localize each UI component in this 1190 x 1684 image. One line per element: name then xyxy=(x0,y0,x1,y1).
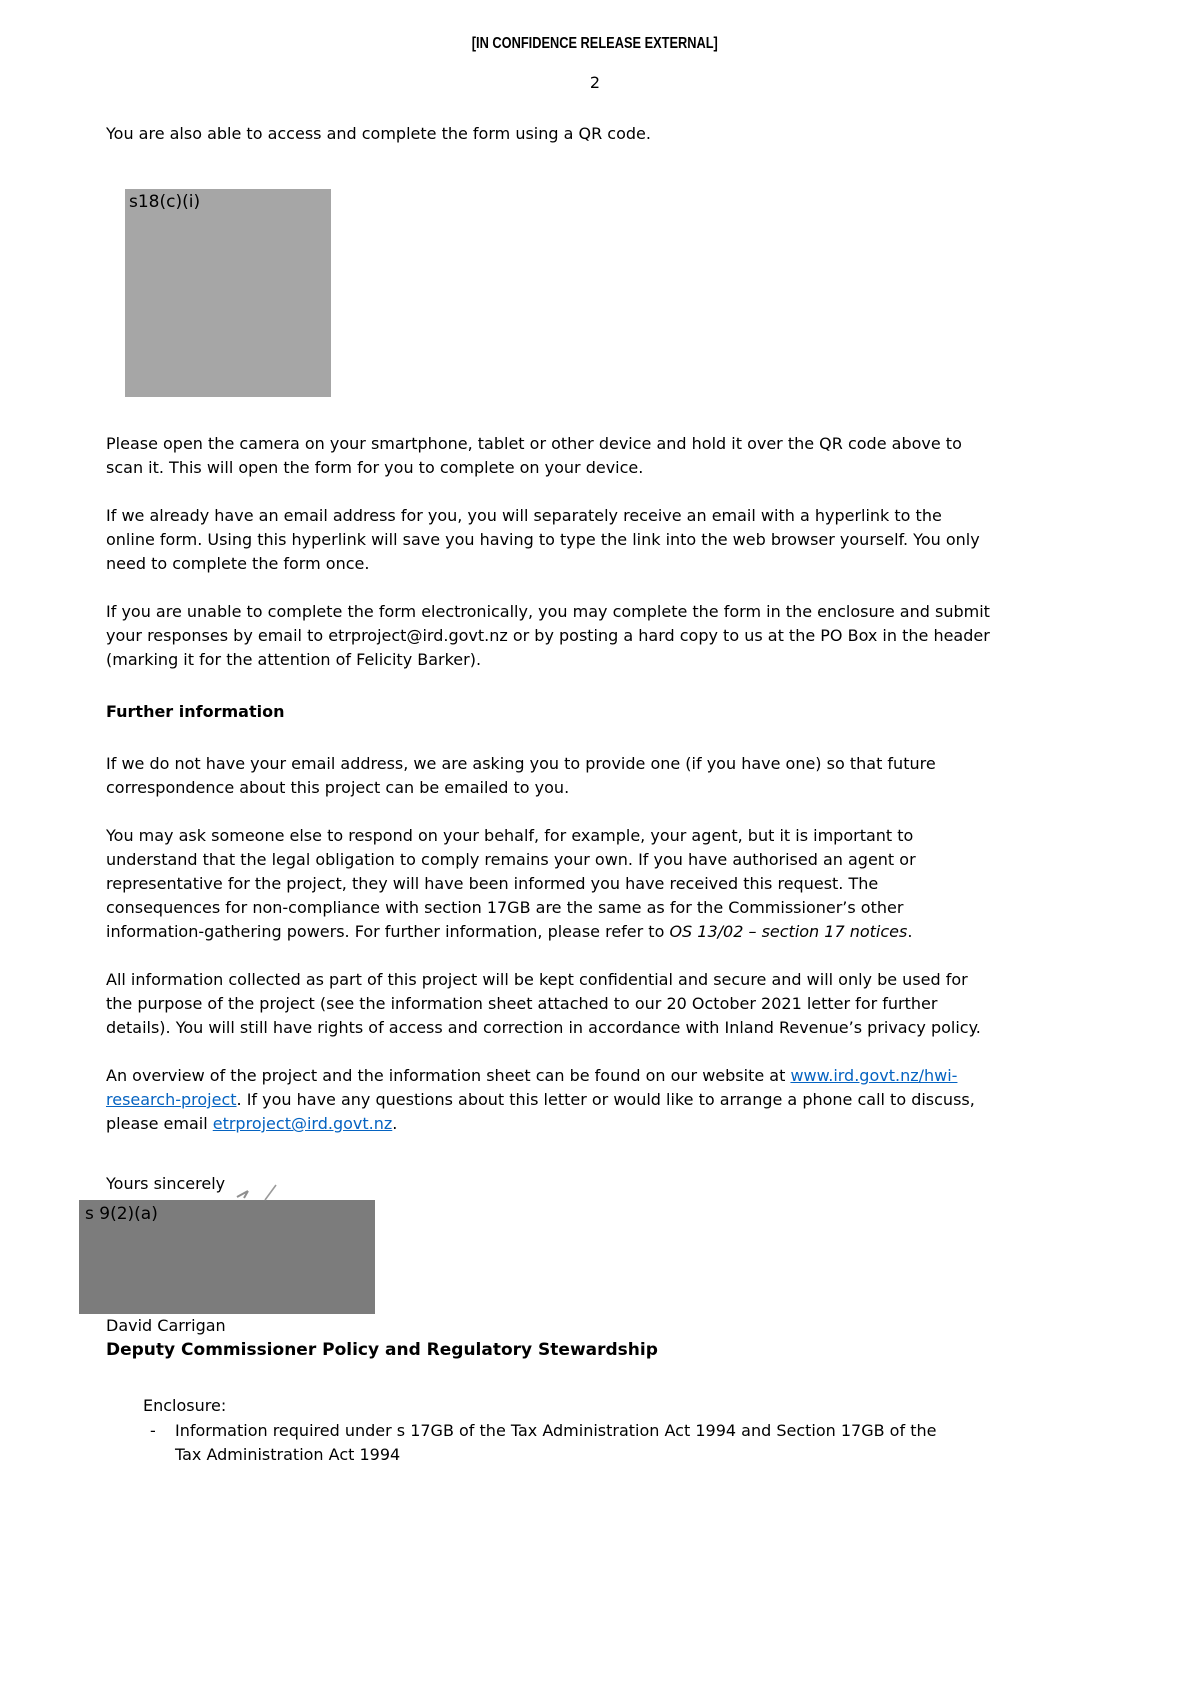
signature-area xyxy=(85,1200,990,1314)
bullet-dash: - xyxy=(150,1421,156,1440)
redaction-box-signature xyxy=(79,1200,375,1314)
paragraph-email-hyperlink xyxy=(106,504,990,576)
confidentiality-banner: [IN CONFIDENCE RELEASE EXTERNAL] xyxy=(471,35,719,52)
redaction-code-label: s 9(2)(a) xyxy=(85,1204,158,1224)
letter-body xyxy=(85,122,990,1467)
text-segment: You are also able to access and complete the form using a QR code. xyxy=(106,124,651,143)
signatory-title: Deputy Commissioner Policy and Regulatory Stewardship xyxy=(106,1340,658,1360)
enclosure-section xyxy=(143,1394,990,1467)
hyperlink[interactable]: etrproject@ird.govt.nz xyxy=(212,1114,393,1133)
text-segment: If we already have an email address for you, you will separately receive an email with a hyperlink to the online form. Using this hyperlink will save you having to type the link into the web browser yourself. You only need to complete the form once. xyxy=(106,506,980,573)
text-segment: . xyxy=(907,922,913,941)
paragraph-unable-electronically xyxy=(106,600,990,672)
text-segment: An overview of the project and the information sheet can be found on our website at xyxy=(106,1066,791,1085)
text-segment: You may ask someone else to respond on your behalf, for example, your agent, but it is important to understand that the legal obligation to comply remains your own. If you have authorised an agent or representative for the project, they will have been informed you have received this request. The consequences for non-compliance with section 17GB are the same as for the Commissioner’s other information-gathering powers. For further information, please refer to xyxy=(106,826,916,941)
signatory-name: David Carrigan xyxy=(106,1316,226,1335)
paragraph-provide-email xyxy=(106,752,990,800)
paragraph-website-overview xyxy=(106,1064,990,1136)
paragraph-agent-respond xyxy=(106,824,990,944)
text-segment: Please open the camera on your smartphone, tablet or other device and hold it over the QR code above to scan it. This will open the form for you to complete on your device. xyxy=(106,434,962,477)
text-segment: All information collected as part of this project will be kept confidential and secure and will only be used for the purpose of the project (see the information sheet attached to our 20 October 2021 letter for further details). You will still have rights of access and correction in accordance with Inland Revenue’s privacy policy. xyxy=(106,970,981,1037)
text-segment: OS 13/02 – section 17 notices xyxy=(669,922,908,941)
redaction-code-label: s18(c)(i) xyxy=(129,192,201,212)
signature-stroke-remnant xyxy=(234,1183,282,1201)
page-number: 2 xyxy=(589,73,601,92)
hyperlink[interactable]: www.ird.govt.nz/hwi-research-project xyxy=(106,1066,958,1109)
text-segment: If we do not have your email address, we are asking you to provide one (if you have one) so that future correspondence about this project can be emailed to you. xyxy=(106,754,936,797)
section-heading-further-information: Further information xyxy=(106,702,285,721)
redaction-box-qr-code xyxy=(125,189,331,397)
enclosure-item xyxy=(143,1419,990,1467)
text-segment: . If you have any questions about this letter or would like to arrange a phone call to discuss, please email xyxy=(106,1090,975,1133)
document-header xyxy=(0,0,1190,56)
enclosure-label: Enclosure: xyxy=(143,1396,227,1415)
valediction: Yours sincerely xyxy=(106,1174,226,1193)
paragraph-scan-instructions xyxy=(106,432,990,480)
paragraph-qr-intro xyxy=(106,122,990,146)
paragraph-confidential xyxy=(106,968,990,1040)
enclosure-item-text: Information required under s 17GB of the Tax Administration Act 1994 and Section 17GB of the Tax Administration Act 1994 xyxy=(175,1421,937,1464)
text-segment: . xyxy=(392,1114,398,1133)
text-segment: If you are unable to complete the form electronically, you may complete the form in the enclosure and submit your responses by email to etrproject@ird.govt.nz or by posting a hard copy to us at the PO Box in the header (marking it for the attention of Felicity Barker). xyxy=(106,602,990,669)
